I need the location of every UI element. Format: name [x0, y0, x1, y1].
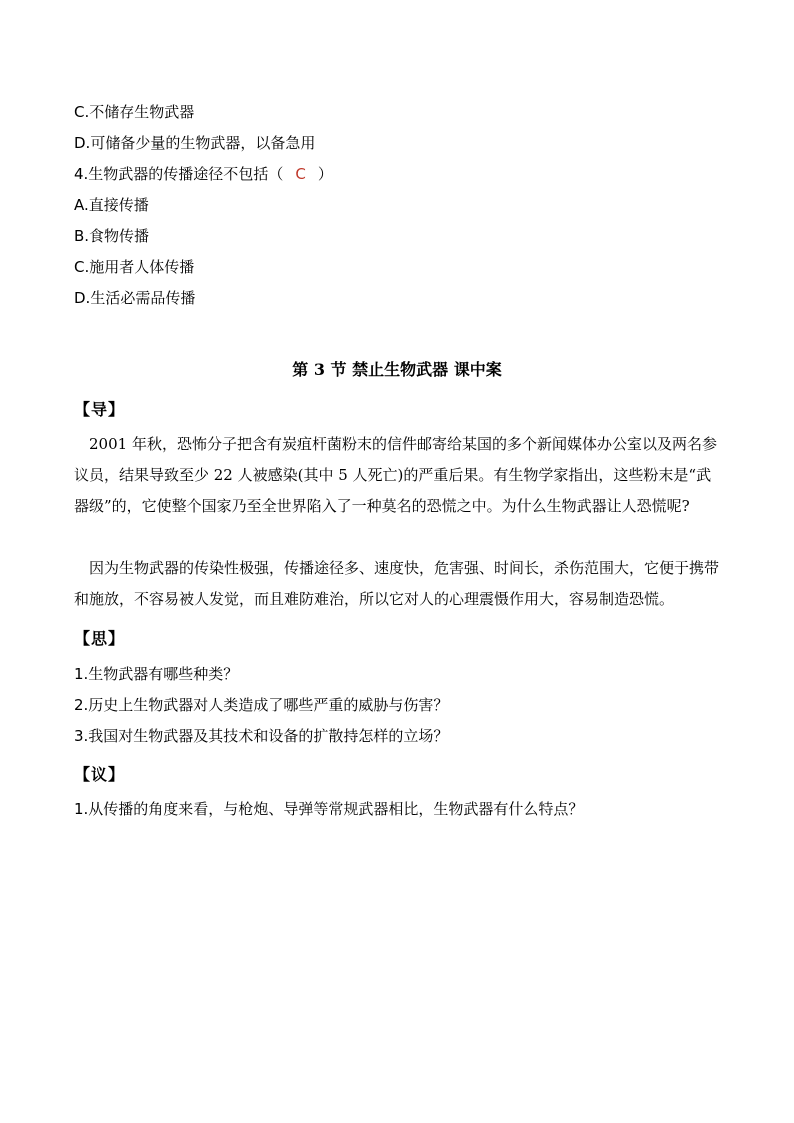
question-4-option-d: D.生活必需品传播 [74, 289, 196, 307]
section-title: 第 3 节 禁止生物武器 课中案 [292, 360, 502, 379]
heading-dao: 【导】 [74, 400, 126, 419]
question-4-stem [74, 164, 333, 184]
heading-yi: 【议】 [74, 765, 126, 784]
question-4-option-c: C.施用者人体传播 [74, 258, 195, 276]
dao-paragraph-1: 2001 年秋，恐怖分子把含有炭疽杆菌粉末的信件邮寄给某国的多个新闻媒体办公室以及两名参议员，结果导致至少 22 人被感染(其中 5 人死亡)的严重后果。有生物学家指出，这些粉末是“武器级”的，它使整个国家乃至全世界陷入了一种莫名的恐慌之中。为什么生物武器让人恐慌呢? [74, 435, 717, 515]
question-4-option-a: A.直接传播 [74, 196, 149, 214]
si-question-2: 2.历史上生物武器对人类造成了哪些严重的威胁与伤害？ [74, 696, 449, 714]
si-question-3: 3.我国对生物武器及其技术和设备的扩散持怎样的立场？ [74, 727, 449, 745]
question-4-answer: C [295, 165, 306, 183]
option-d-prev: D.可储备少量的生物武器，以备急用 [74, 134, 316, 152]
question-4-stem-close: ） [317, 165, 333, 183]
option-c-prev: C.不储存生物武器 [74, 103, 195, 121]
question-4-stem-text: 4.生物武器的传播途径不包括（ [74, 165, 284, 183]
yi-question-1: 1.从传播的角度来看，与枪炮、导弹等常规武器相比，生物武器有什么特点？ [74, 800, 584, 818]
si-question-1: 1.生物武器有哪些种类？ [74, 665, 239, 683]
dao-paragraph-2: 因为生物武器的传染性极强，传播途径多、速度快，危害强、时间长，杀伤范围大，它便于携带和施放，不容易被人发觉，而且难防难治，所以它对人的心理震慑作用大，容易制造恐慌。 [74, 559, 720, 608]
heading-si: 【思】 [74, 629, 126, 648]
question-4-option-b: B.食物传播 [74, 227, 150, 245]
